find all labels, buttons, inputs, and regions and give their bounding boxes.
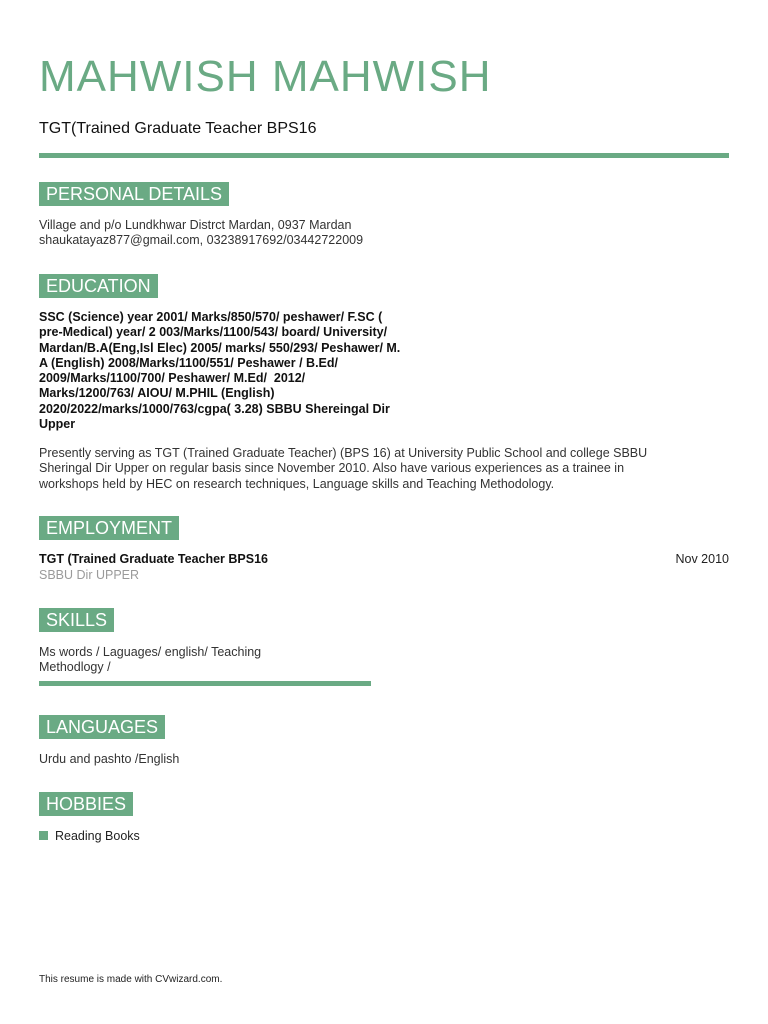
education-line: Upper <box>39 417 76 432</box>
personal-address: Village and p/o Lundkhwar Distrct Mardan, 0937 Mardan <box>39 218 352 232</box>
education-line: pre-Medical) year/ 2 003/Marks/1100/543/ board/ University/ <box>39 325 388 340</box>
skills-line: Methodlogy / <box>39 660 111 675</box>
education-line: 2009/Marks/1100/700/ Peshawer/ M.Ed/ 2012/ <box>39 371 306 386</box>
section-heading-skills: SKILLS <box>39 608 114 632</box>
summary-line: Sheringal Dir Upper on regular basis since November 2010. Also have various experiences as a trainee in <box>39 461 625 476</box>
hobby-label: Reading Books <box>55 829 140 843</box>
candidate-name: MAHWISH MAHWISH <box>39 52 492 101</box>
section-heading-personal-details: PERSONAL DETAILS <box>39 182 229 206</box>
education-line: A (English) 2008/Marks/1100/551/ Peshawer / B.Ed/ <box>39 355 338 370</box>
square-bullet-icon <box>39 831 48 840</box>
education-line: Mardan/B.A(Eng,Isl Elec) 2005/ marks/ 550/293/ Peshawer/ M. <box>39 340 401 355</box>
skills-line: Ms words / Laguages/ english/ Teaching <box>39 645 262 659</box>
candidate-title: TGT(Trained Graduate Teacher BPS16 <box>39 120 317 137</box>
employment-date: Nov 2010 <box>675 552 729 566</box>
personal-contact: shaukatayaz877@gmail.com, 03238917692/03442722009 <box>39 233 364 247</box>
summary-line: workshops held by HEC on research techniques, Language skills and Teaching Methodology. <box>39 476 555 491</box>
education-line: Marks/1200/763/ AIOU/ M.PHIL (English) <box>39 386 275 401</box>
hobby-item <box>39 828 140 844</box>
education-summary <box>39 446 729 492</box>
section-heading-employment: EMPLOYMENT <box>39 516 179 540</box>
education-line: SSC (Science) year 2001/ Marks/850/570/ peshawer/ F.SC ( <box>39 310 383 324</box>
employment-employer: SBBU Dir UPPER <box>39 568 140 582</box>
footer-credit: This resume is made with CVwizard.com. <box>39 974 223 985</box>
skill-level-bar <box>39 681 371 686</box>
employment-job-title: TGT (Trained Graduate Teacher BPS16 <box>39 552 269 566</box>
section-heading-education: EDUCATION <box>39 274 158 298</box>
section-heading-languages: LANGUAGES <box>39 715 165 739</box>
languages-text: Urdu and pashto /English <box>39 752 180 766</box>
header-divider <box>39 153 729 158</box>
summary-line: Presently serving as TGT (Trained Graduate Teacher) (BPS 16) at University Public School and college SBBU <box>39 446 648 460</box>
education-line: 2020/2022/marks/1000/763/cgpa( 3.28) SBBU Shereingal Dir <box>39 401 390 416</box>
skills-list <box>39 645 339 676</box>
section-heading-hobbies: HOBBIES <box>39 792 133 816</box>
education-details <box>39 310 449 432</box>
